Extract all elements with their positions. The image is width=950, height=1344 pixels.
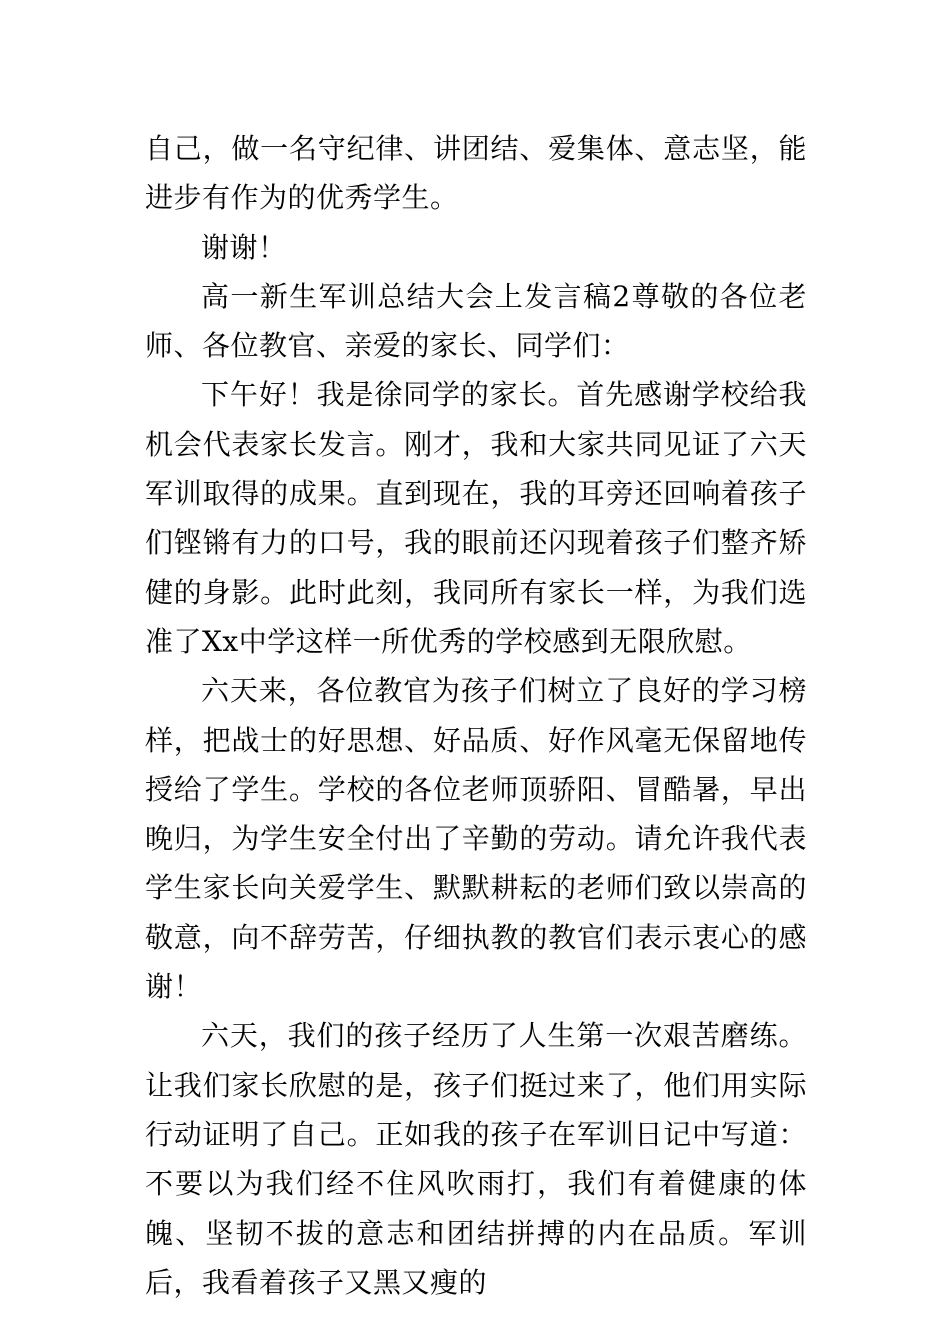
paragraph-3: 高一新生军训总结大会上发言稿2尊敬的各位老师、各位教官、亲爱的家长、同学们： [145,279,807,363]
paragraph-6: 六天，我们的孩子经历了人生第一次艰苦磨练。让我们家长欣慰的是，孩子们挺过来了，他们用实际行动证明了自己。正如我的孩子在军训日记中写道：不要以为我们经不住风吹雨打，我们有着健康的体魄、坚韧不拔的意志和团结拼搏的内在品质。军训后，我看着孩子又黑又瘦的 [145,1019,807,1299]
paragraph-4: 下午好！我是徐同学的家长。首先感谢学校给我机会代表家长发言。刚才，我和大家共同见证了六天军训取得的成果。直到现在，我的耳旁还回响着孩子们铿锵有力的口号，我的眼前还闪现着孩子们整齐矫健的身影。此时此刻，我同所有家长一样，为我们选准了Xx中学这样一所优秀的学校感到无限欣慰。 [145,378,807,658]
paragraph-2: 谢谢！ [201,230,287,264]
paragraph-1: 自己，做一名守纪律、讲团结、爱集体、意志坚，能进步有作为的优秀学生。 [145,132,807,215]
document-body [145,124,807,1307]
paragraph-5: 六天来，各位教官为孩子们树立了良好的学习榜样，把战士的好思想、好品质、好作风毫无保留地传授给了学生。学校的各位老师顶骄阳、冒酷暑，早出晚归，为学生安全付出了辛勤的劳动。请允许我代表学生家长向关爱学生、默默耕耘的老师们致以崇高的敬意，向不辞劳苦，仔细执教的教官们表示衷心的感谢！ [145,674,807,1004]
